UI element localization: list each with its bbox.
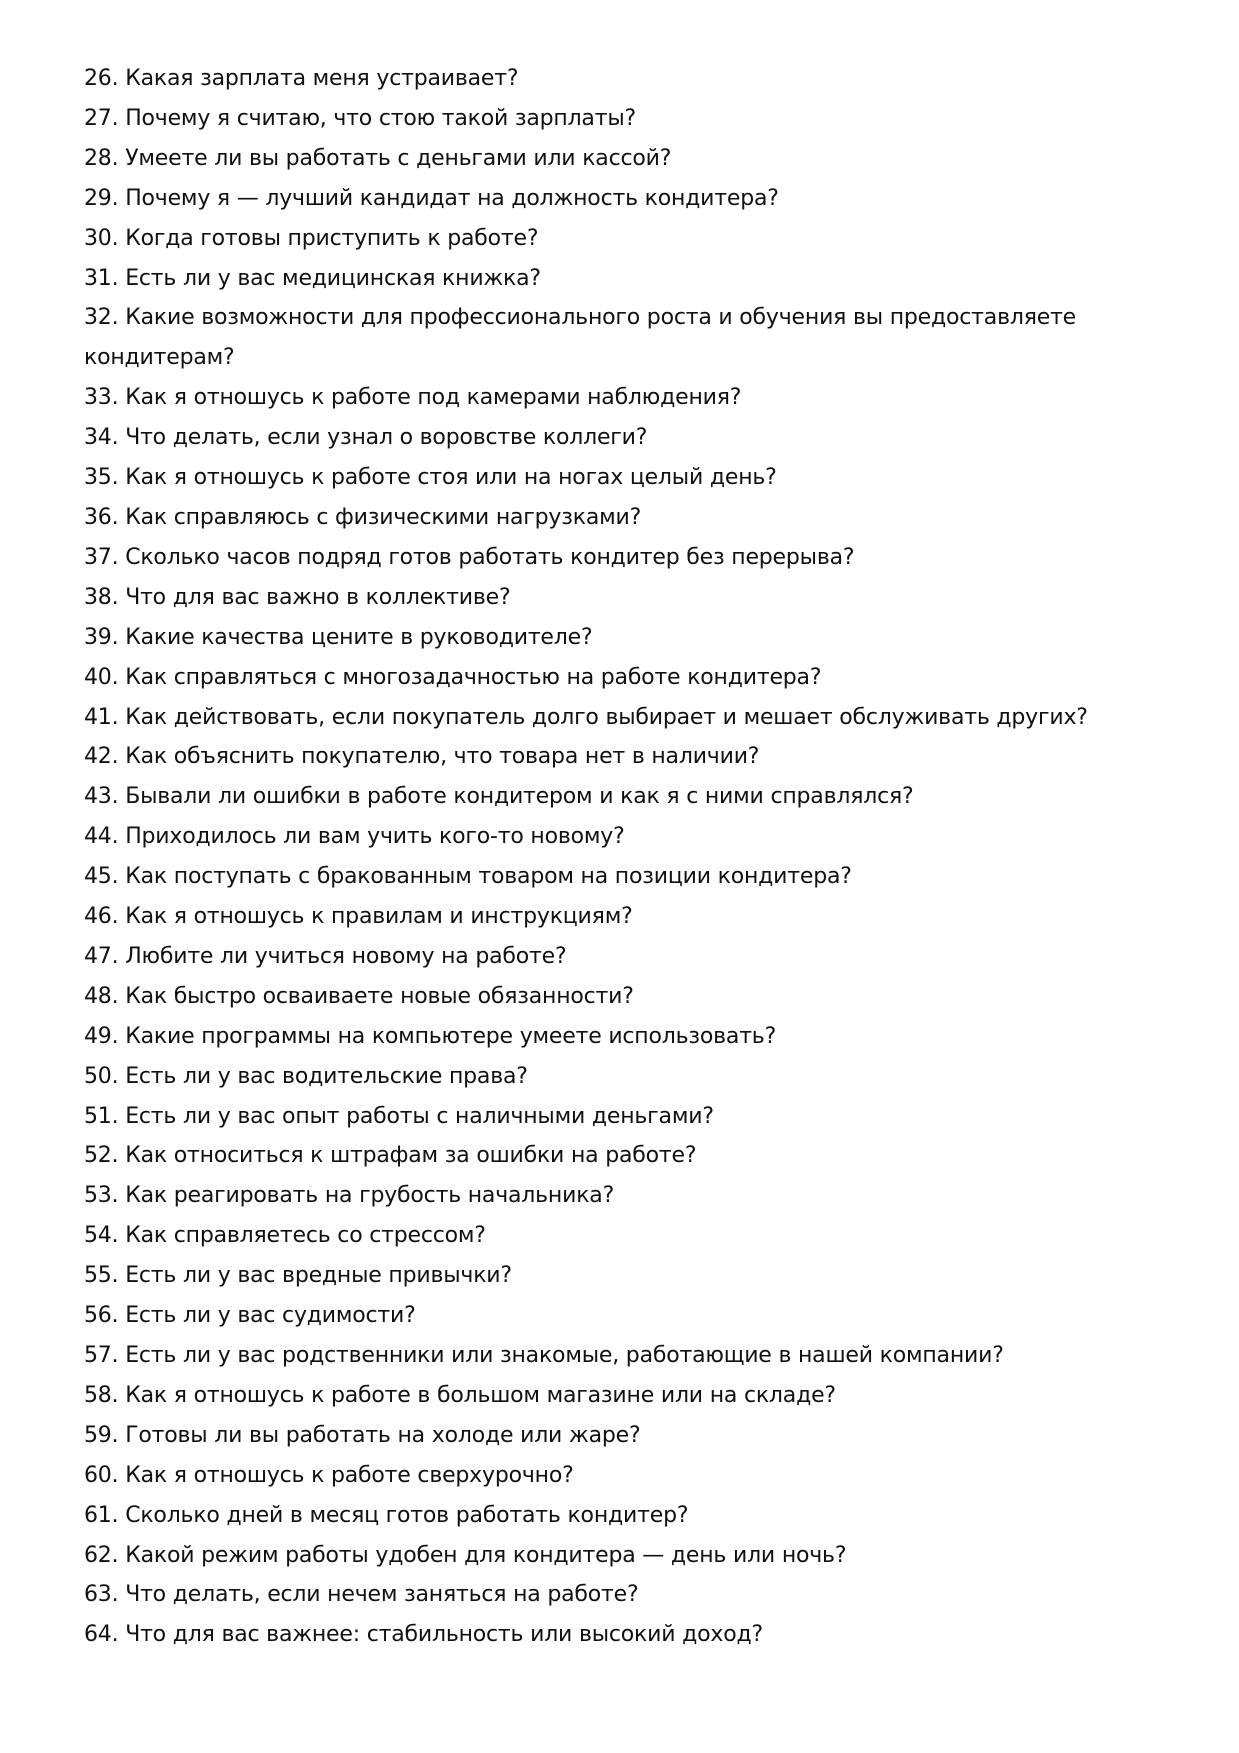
question-number: 63. — [84, 1582, 119, 1608]
question-text: Как справляться с многозадачностью на работе кондитера? — [125, 664, 822, 690]
question-text: Умеете ли вы работать с деньгами или кассой? — [125, 145, 672, 171]
question-text: Как справляетесь со стрессом? — [125, 1223, 486, 1249]
question-number: 62. — [84, 1542, 119, 1568]
question-text: Есть ли у вас опыт работы с наличными деньгами? — [125, 1103, 714, 1129]
question-text: Что делать, если узнал о воровстве коллеги? — [125, 425, 648, 451]
question-text: Как относиться к штрафам за ошибки на работе? — [125, 1143, 697, 1169]
question-item — [84, 1615, 1174, 1655]
question-item — [84, 897, 1174, 937]
question-text: Какой режим работы удобен для кондитера — день или ночь? — [125, 1542, 847, 1568]
question-number: 57. — [84, 1343, 119, 1368]
question-item — [84, 259, 1174, 299]
question-item — [84, 1536, 1174, 1576]
question-text: Как справляюсь с физическими нагрузками? — [125, 504, 642, 530]
question-number: 44. — [84, 824, 119, 850]
question-item — [84, 1057, 1174, 1097]
question-text: Как объяснить покупателю, что товара нет в наличии? — [125, 744, 760, 770]
question-number: 29. — [84, 185, 119, 211]
question-number: 51. — [84, 1103, 119, 1129]
question-item — [84, 1376, 1174, 1416]
question-number: 41. — [84, 704, 119, 730]
question-text: Как я отношусь к правилам и инструкциям? — [125, 904, 633, 930]
question-number: 40. — [84, 664, 119, 690]
question-item — [84, 1416, 1174, 1456]
question-number: 54. — [84, 1223, 119, 1249]
question-number: 28. — [84, 145, 119, 171]
question-text: Есть ли у вас медицинская книжка? — [125, 265, 541, 291]
question-number: 47. — [84, 943, 119, 969]
question-text: Бывали ли ошибки в работе кондитером и как я с ними справлялся? — [125, 784, 914, 810]
question-item — [84, 219, 1174, 259]
question-item — [84, 618, 1174, 658]
question-text: Сколько часов подряд готов работать кондитер без перерыва? — [125, 544, 855, 570]
question-text: Как быстро осваиваете новые обязанности? — [125, 983, 634, 1009]
question-text: Как я отношусь к работе под камерами наблюдения? — [125, 385, 742, 411]
question-item — [84, 857, 1174, 897]
question-number: 35. — [84, 465, 119, 491]
question-text: Какие возможности для профессионального роста и обучения вы предоставляете кондитерам? — [84, 305, 1077, 371]
question-item — [84, 498, 1174, 538]
question-item — [84, 139, 1174, 179]
question-number: 45. — [84, 864, 119, 890]
document-page — [84, 59, 1174, 1655]
question-item — [84, 937, 1174, 977]
question-text: Как реагировать на грубость начальника? — [125, 1183, 615, 1209]
question-item — [84, 1456, 1174, 1496]
question-item — [84, 658, 1174, 698]
question-item — [84, 698, 1174, 738]
question-text: Как поступать с бракованным товаром на позиции кондитера? — [125, 864, 852, 890]
question-text: Есть ли у вас родственники или знакомые, работающие в нашей компании? — [125, 1343, 1004, 1368]
question-number: 56. — [84, 1303, 119, 1329]
question-text: Какая зарплата меня устраивает? — [125, 66, 519, 91]
question-number: 50. — [84, 1063, 119, 1089]
question-item — [84, 538, 1174, 578]
question-item — [84, 1136, 1174, 1176]
question-item — [84, 578, 1174, 618]
question-item — [84, 59, 1174, 99]
question-item — [84, 1097, 1174, 1137]
question-number: 61. — [84, 1502, 119, 1528]
question-item — [84, 99, 1174, 139]
question-number: 27. — [84, 105, 119, 131]
question-text: Есть ли у вас вредные привычки? — [125, 1263, 512, 1289]
question-text: Приходилось ли вам учить кого-то новому? — [125, 824, 625, 850]
question-number: 43. — [84, 784, 119, 810]
question-number: 55. — [84, 1263, 119, 1289]
question-text: Сколько дней в месяц готов работать кондитер? — [125, 1502, 689, 1528]
question-text: Какие качества цените в руководителе? — [125, 624, 593, 650]
question-text: Как действовать, если покупатель долго выбирает и мешает обслуживать других? — [125, 704, 1088, 730]
question-number: 58. — [84, 1382, 119, 1408]
question-number: 53. — [84, 1183, 119, 1209]
question-number: 30. — [84, 225, 119, 251]
question-number: 39. — [84, 624, 119, 650]
question-text: Есть ли у вас судимости? — [125, 1303, 416, 1329]
question-list — [84, 59, 1174, 1655]
question-text: Какие программы на компьютере умеете использовать? — [125, 1023, 777, 1049]
question-number: 64. — [84, 1622, 119, 1648]
question-item — [84, 1296, 1174, 1336]
question-text: Как я отношусь к работе сверхурочно? — [125, 1462, 574, 1488]
question-item — [84, 817, 1174, 857]
question-number: 26. — [84, 66, 119, 91]
question-text: Когда готовы приступить к работе? — [125, 225, 539, 251]
question-text: Почему я считаю, что стою такой зарплаты? — [125, 105, 636, 131]
question-item — [84, 1176, 1174, 1216]
question-number: 37. — [84, 544, 119, 570]
question-number: 48. — [84, 983, 119, 1009]
question-text: Как я отношусь к работе стоя или на ногах целый день? — [125, 465, 777, 491]
question-number: 52. — [84, 1143, 119, 1169]
question-item — [84, 777, 1174, 817]
question-number: 60. — [84, 1462, 119, 1488]
question-number: 33. — [84, 385, 119, 411]
question-number: 46. — [84, 904, 119, 930]
question-text: Почему я — лучший кандидат на должность кондитера? — [125, 185, 779, 211]
question-item — [84, 418, 1174, 458]
question-number: 59. — [84, 1422, 119, 1448]
question-text: Есть ли у вас водительские права? — [125, 1063, 528, 1089]
question-item — [84, 458, 1174, 498]
question-text: Как я отношусь к работе в большом магазине или на складе? — [125, 1382, 836, 1408]
question-item — [84, 1336, 1174, 1376]
question-item — [84, 1575, 1174, 1615]
question-item — [84, 977, 1174, 1017]
question-item — [84, 737, 1174, 777]
question-item — [84, 1496, 1174, 1536]
question-number: 31. — [84, 265, 119, 291]
question-number: 42. — [84, 744, 119, 770]
question-text: Любите ли учиться новому на работе? — [125, 943, 567, 969]
question-number: 34. — [84, 425, 119, 451]
question-item — [84, 378, 1174, 418]
question-item — [84, 1017, 1174, 1057]
question-number: 36. — [84, 504, 119, 530]
question-text: Что для вас важнее: стабильность или высокий доход? — [125, 1622, 763, 1648]
question-number: 49. — [84, 1023, 119, 1049]
question-number: 38. — [84, 584, 119, 610]
question-number: 32. — [84, 305, 119, 331]
question-item — [84, 298, 1174, 378]
question-item — [84, 1216, 1174, 1256]
question-item — [84, 1256, 1174, 1296]
question-text: Что для вас важно в коллективе? — [125, 584, 511, 610]
question-text: Что делать, если нечем заняться на работе? — [125, 1582, 639, 1608]
question-item — [84, 179, 1174, 219]
question-text: Готовы ли вы работать на холоде или жаре? — [125, 1422, 641, 1448]
